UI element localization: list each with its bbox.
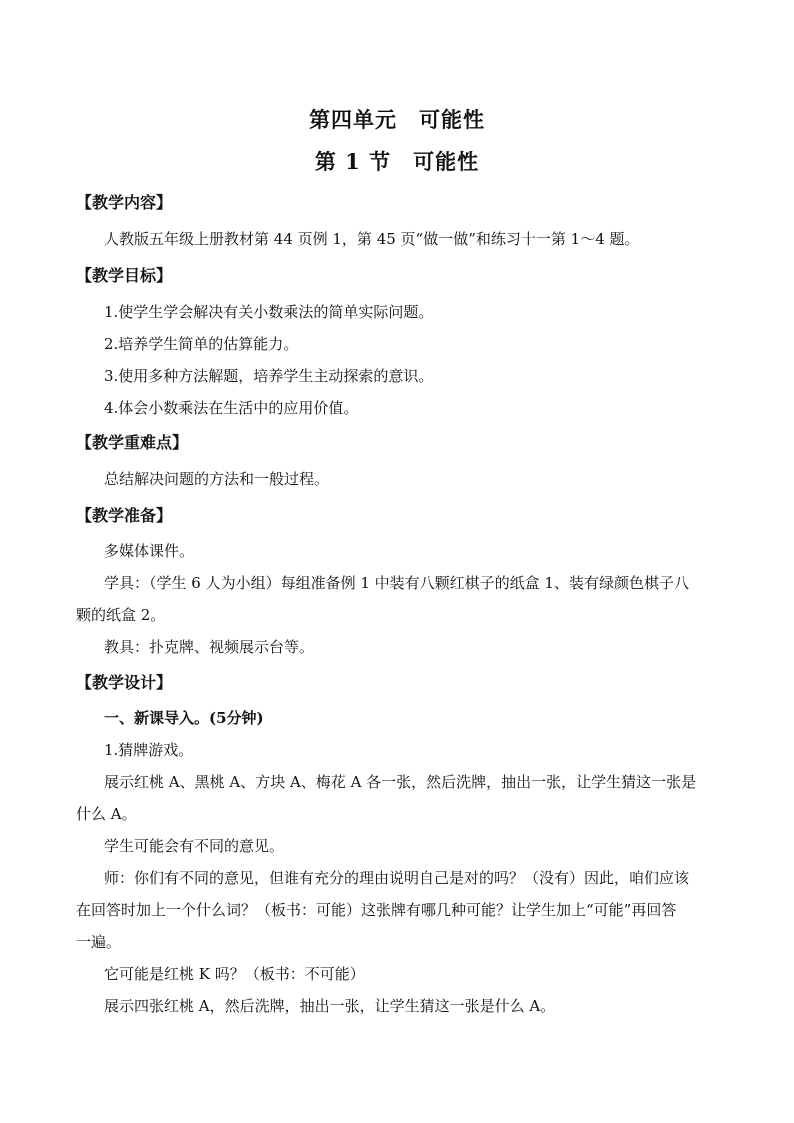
preparation-line-2: 学具：（学生 6 人为小组）每组准备例 1 中装有八颗红棋子的纸盒 1、装有绿颜色棋子八: [104, 574, 689, 592]
design-line-5: 师：你们有不同的意见，但谁有充分的理由说明自己是对的吗？（没有）因此，咱们应该: [104, 869, 690, 887]
preparation-line-1: 多媒体课件。: [104, 542, 195, 560]
unit-title: 第四单元 可能性: [309, 107, 485, 132]
design-subheading: 一、新课导入。(5分钟): [104, 709, 264, 727]
design-line-6: 在回答时加上一个什么词？（板书：可能）这张牌有哪几种可能？让学生加上“可能”再回答: [76, 901, 677, 919]
goal-item-2: 2.培养学生简单的估算能力。: [104, 335, 299, 353]
heading-preparation: 【教学准备】: [76, 506, 173, 525]
preparation-line-4: 教具：扑克牌、视频展示台等。: [104, 638, 315, 656]
design-line-7: 一遍。: [76, 933, 122, 951]
design-line-4: 学生可能会有不同的意见。: [104, 837, 285, 855]
design-line-8: 它可能是红桃 K 吗？（板书：不可能）: [104, 965, 365, 983]
design-line-9: 展示四张红桃 A，然后洗牌，抽出一张，让学生猜这一张是什么 A。: [104, 997, 556, 1015]
heading-teaching-goals: 【教学目标】: [76, 266, 173, 285]
heading-teaching-design: 【教学设计】: [76, 673, 173, 692]
design-line-3: 什么 A。: [76, 805, 137, 823]
goal-item-3: 3.使用多种方法解题，培养学生主动探索的意识。: [104, 367, 434, 385]
content-text: 人教版五年级上册教材第 44 页例 1，第 45 页“做一做”和练习十一第 1～4 题。: [104, 230, 640, 248]
key-points-text: 总结解决问题的方法和一般过程。: [104, 470, 330, 488]
heading-key-points: 【教学重难点】: [76, 433, 189, 452]
design-line-2: 展示红桃 A、黑桃 A、方块 A、梅花 A 各一张，然后洗牌，抽出一张，让学生猜这一张是: [104, 773, 697, 791]
design-line-1: 1.猜牌游戏。: [104, 741, 194, 759]
goal-item-4: 4.体会小数乘法在生活中的应用价值。: [104, 399, 359, 417]
heading-teaching-content: 【教学内容】: [76, 193, 173, 212]
preparation-line-3: 颗的纸盒 2。: [76, 606, 166, 624]
goal-item-1: 1.使学生学会解决有关小数乘法的简单实际问题。: [104, 303, 434, 321]
section-title: 第 1 节 可能性: [314, 149, 480, 174]
